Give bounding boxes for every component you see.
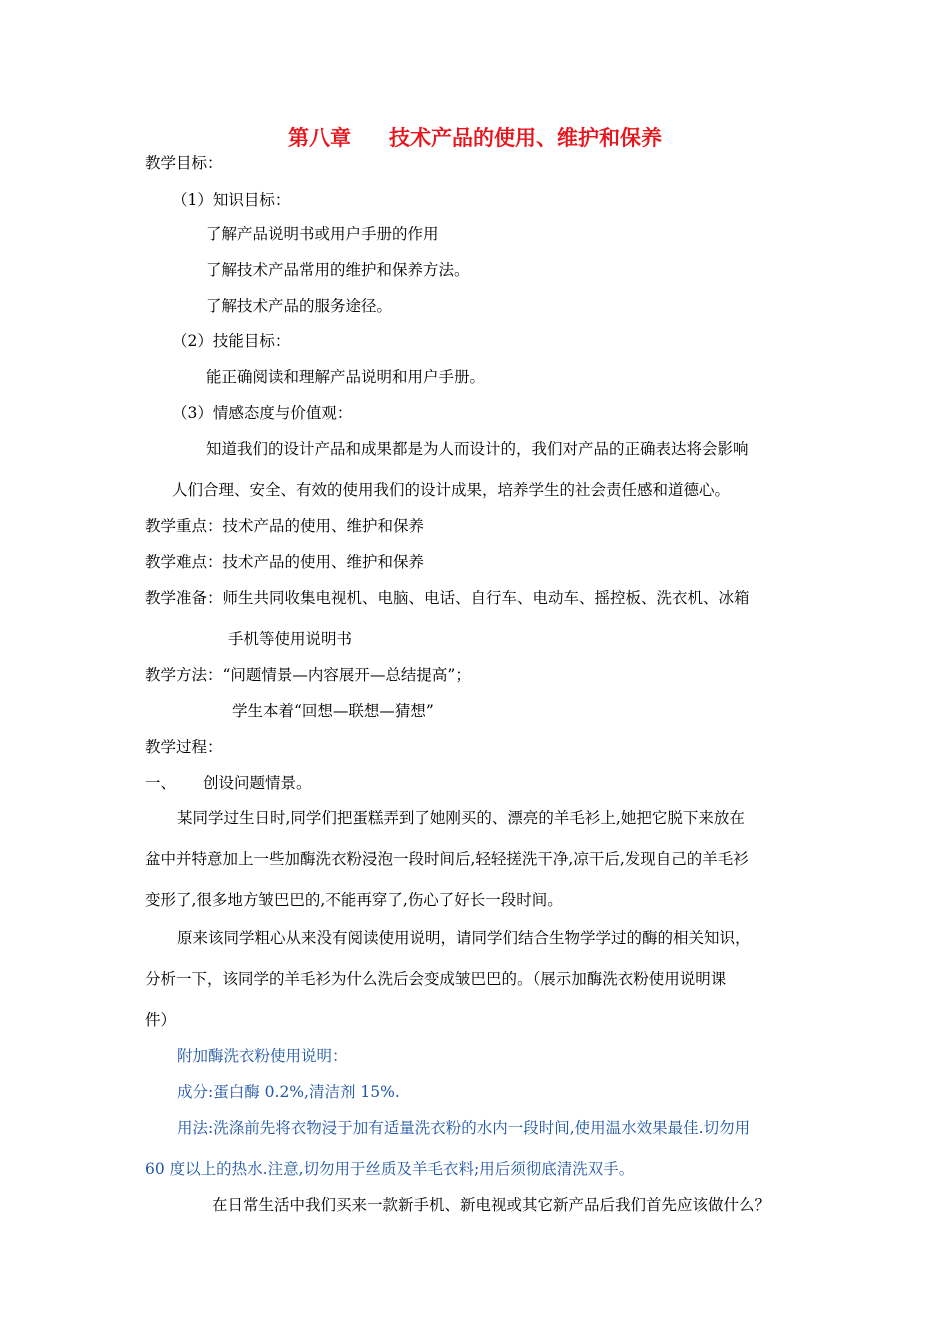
chapter-number: 第八章 <box>288 126 351 150</box>
teaching-difficulty: 教学难点：技术产品的使用、维护和保养 <box>145 553 425 571</box>
objectives-heading: 教学目标： <box>145 154 223 172</box>
emotion-paragraph-line: 知道我们的设计产品和成果都是为人而设计的，我们对产品的正确表达将会影响 <box>206 440 749 458</box>
note-heading: 附加酶洗衣粉使用说明： <box>177 1047 348 1065</box>
teaching-method-line: 教学方法：“问题情景—内容展开—总结提高”； <box>145 666 471 684</box>
reason-paragraph-line: 件） <box>145 1011 177 1029</box>
emotion-paragraph-line: 人们合理、安全、有效的使用我们的设计成果，培养学生的社会责任感和道德心。 <box>172 481 731 499</box>
teaching-method-line: 学生本着“回想—联想—猜想” <box>232 702 434 720</box>
skill-item: 能正确阅读和理解产品说明和用户手册。 <box>206 368 486 386</box>
knowledge-item: 了解技术产品的服务途径。 <box>206 297 393 315</box>
story-paragraph-line: 变形了,很多地方皱巴巴的,不能再穿了,伤心了好长一段时间。 <box>145 891 563 909</box>
process-heading: 教学过程： <box>145 738 223 756</box>
knowledge-heading: （1）知识目标： <box>172 191 291 209</box>
closing-question: 在日常生活中我们买来一款新手机、新电视或其它新产品后我们首先应该做什么？ <box>212 1196 771 1214</box>
section-title: 创设问题情景。 <box>203 774 312 792</box>
skill-heading: （2）技能目标： <box>172 332 291 350</box>
chapter-title <box>0 124 950 152</box>
knowledge-item: 了解产品说明书或用户手册的作用 <box>206 225 439 243</box>
teaching-focus: 教学重点：技术产品的使用、维护和保养 <box>145 517 425 535</box>
story-paragraph-line: 某同学过生日时,同学们把蛋糕弄到了她刚买的、漂亮的羊毛衫上,她把它脱下来放在 <box>177 809 745 827</box>
note-usage-line: 60 度以上的热水.注意,切勿用于丝质及羊毛衣料;用后须彻底清洗双手。 <box>145 1160 635 1178</box>
note-usage-line: 用法:洗涤前先将衣物浸于加有适量洗衣粉的水内一段时间,使用温水效果最佳.切勿用 <box>177 1119 751 1137</box>
reason-paragraph-line: 分析一下，该同学的羊毛衫为什么洗后会变成皱巴巴的。（展示加酶洗衣粉使用说明课 <box>145 970 727 988</box>
teaching-preparation-line: 教学准备：师生共同收集电视机、电脑、电话、自行车、电动车、摇控板、洗衣机、冰箱 <box>145 589 750 607</box>
reason-paragraph-line: 原来该同学粗心从来没有阅读使用说明，请同学们结合生物学学过的酶的相关知识， <box>177 929 751 947</box>
chapter-name: 技术产品的使用、维护和保养 <box>389 126 662 150</box>
note-ingredients: 成分:蛋白酶 0.2%,清洁剂 15%. <box>177 1083 400 1101</box>
story-paragraph-line: 盆中并特意加上一些加酶洗衣粉浸泡一段时间后,轻轻搓洗干净,凉干后,发现自己的羊毛衫 <box>145 850 749 868</box>
knowledge-item: 了解技术产品常用的维护和保养方法。 <box>206 261 470 279</box>
emotion-heading: （3）情感态度与价值观： <box>172 404 353 422</box>
section-number: 一、 <box>145 774 177 792</box>
teaching-preparation-line: 手机等使用说明书 <box>228 630 353 648</box>
